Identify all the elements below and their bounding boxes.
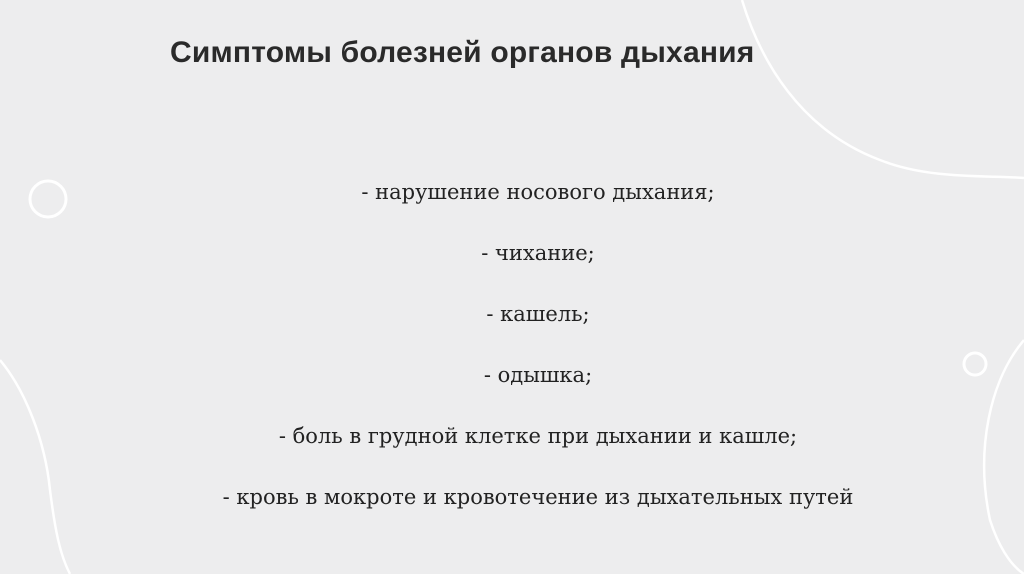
slide-title: Симптомы болезней органов дыхания bbox=[170, 36, 755, 69]
symptom-item: - боль в грудной клетке при дыхании и кашле; bbox=[278, 424, 798, 448]
symptom-item: - чихание; bbox=[481, 241, 595, 265]
decor-curve-bottom-left bbox=[0, 360, 70, 574]
decor-circle-left bbox=[30, 181, 66, 217]
decor-curve-top-right bbox=[742, 0, 1024, 178]
symptom-item: - одышка; bbox=[483, 363, 593, 387]
symptom-item: - кашель; bbox=[486, 302, 590, 326]
decor-circle-right bbox=[964, 353, 986, 375]
symptom-item: - кровь в мокроте и кровотечение из дыхательных путей bbox=[222, 485, 854, 509]
symptom-item: - нарушение носового дыхания; bbox=[361, 180, 715, 204]
symptom-list bbox=[200, 170, 876, 536]
decor-curve-right bbox=[984, 340, 1024, 574]
